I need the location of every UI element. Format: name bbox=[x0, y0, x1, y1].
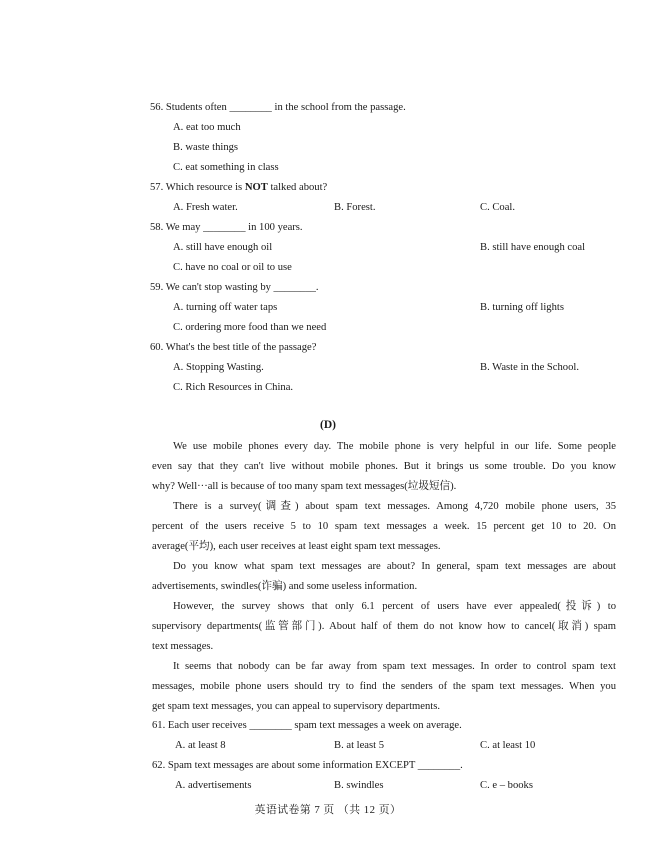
stem-prefix: 61. Each user receives bbox=[152, 720, 247, 731]
q61-option-c: C. at least 10 bbox=[480, 740, 536, 751]
passage-line-2: even say that they can't live without mobile phones. But it brings us some trouble. Do you know bbox=[152, 461, 616, 472]
q62-option-c: C. e – books bbox=[480, 780, 533, 791]
q60-option-c: C. Rich Resources in China. bbox=[173, 382, 294, 393]
q59-option-a: A. turning off water taps bbox=[173, 302, 278, 313]
answer-blank: ________ bbox=[249, 720, 292, 731]
q56-option-a: A. eat too much bbox=[173, 122, 241, 133]
section-d-heading: (D) bbox=[320, 419, 336, 431]
question-62-stem: 62. Spam text messages are about some information EXCEPT ________. bbox=[152, 760, 463, 771]
passage-line-5: percent of the users receive 5 to 10 spam text messages a week. 15 percent get 10 to 20. On bbox=[152, 521, 616, 532]
question-60-stem: 60. What's the best title of the passage? bbox=[150, 342, 317, 353]
passage-line-11: text messages. bbox=[152, 641, 214, 652]
passage-line-10: supervisory departments(监管部门). About half of them do not know how to cancel(取消) spam bbox=[152, 621, 616, 632]
answer-blank: ________ bbox=[229, 102, 272, 113]
q61-option-a: A. at least 8 bbox=[175, 740, 226, 751]
stem-suffix: talked about? bbox=[270, 182, 328, 193]
question-58-stem bbox=[150, 221, 303, 235]
q57-option-a: A. Fresh water. bbox=[173, 202, 238, 213]
q60-option-b: B. Waste in the School. bbox=[480, 362, 579, 373]
passage-line-7: Do you know what spam text messages are about? In general, spam text messages are about bbox=[173, 561, 616, 572]
emphasis-not: NOT bbox=[244, 182, 268, 193]
passage-line-14: get spam text messages, you can appeal to supervisory departments. bbox=[152, 701, 441, 712]
passage-line-8: advertisements, swindles(诈骗) and some useless information. bbox=[152, 581, 418, 592]
q62-option-b: B. swindles bbox=[334, 780, 384, 791]
passage-line-1: We use mobile phones every day. The mobile phone is very helpful in our life. Some people bbox=[173, 441, 616, 452]
question-61-stem bbox=[152, 719, 462, 733]
q60-option-a: A. Stopping Wasting. bbox=[173, 362, 264, 373]
q58-option-b: B. still have enough coal bbox=[480, 242, 586, 253]
q56-option-b: B. waste things bbox=[173, 142, 239, 153]
q57-option-c: C. Coal. bbox=[480, 202, 516, 213]
question-57-stem bbox=[150, 181, 327, 195]
passage-line-3: why? Well···all is because of too many spam text messages(垃圾短信). bbox=[152, 481, 457, 492]
q58-option-c: C. have no coal or oil to use bbox=[173, 262, 292, 273]
q56-option-c: C. eat something in class bbox=[173, 162, 279, 173]
passage-line-6: average(平均), each user receives at least eight spam text messages. bbox=[152, 541, 441, 552]
stem-suffix: spam text messages a week on average. bbox=[294, 720, 462, 731]
q58-option-a: A. still have enough oil bbox=[173, 242, 273, 253]
answer-blank: ________ bbox=[203, 222, 246, 233]
q59-option-b: B. turning off lights bbox=[480, 302, 564, 313]
stem-prefix: 58. We may bbox=[150, 222, 201, 233]
passage-line-13: messages, mobile phone users should try to find the senders of the spam text messages. When you bbox=[152, 681, 616, 692]
page-footer: 英语试卷第 7 页 （共 12 页） bbox=[254, 804, 402, 816]
stem-suffix: in the school from the passage. bbox=[274, 102, 406, 113]
stem-prefix: 56. Students often bbox=[150, 102, 227, 113]
stem-suffix: in 100 years. bbox=[248, 222, 303, 233]
passage-line-12: It seems that nobody can be far away from spam text messages. In order to control spam text bbox=[173, 661, 616, 672]
question-56-stem bbox=[150, 101, 406, 115]
passage-line-4: There is a survey(调查) about spam text messages. Among 4,720 mobile phone users, 35 bbox=[173, 501, 616, 512]
q59-option-c: C. ordering more food than we need bbox=[173, 322, 327, 333]
q62-option-a: A. advertisements bbox=[175, 780, 252, 791]
passage-line-9: However, the survey shows that only 6.1 percent of users have ever appealed(投诉) to bbox=[173, 601, 616, 612]
stem-prefix: 57. Which resource is bbox=[150, 182, 243, 193]
q57-option-b: B. Forest. bbox=[334, 202, 376, 213]
q61-option-b: B. at least 5 bbox=[334, 740, 385, 751]
question-59-stem: 59. We can't stop wasting by ________. bbox=[150, 282, 319, 293]
